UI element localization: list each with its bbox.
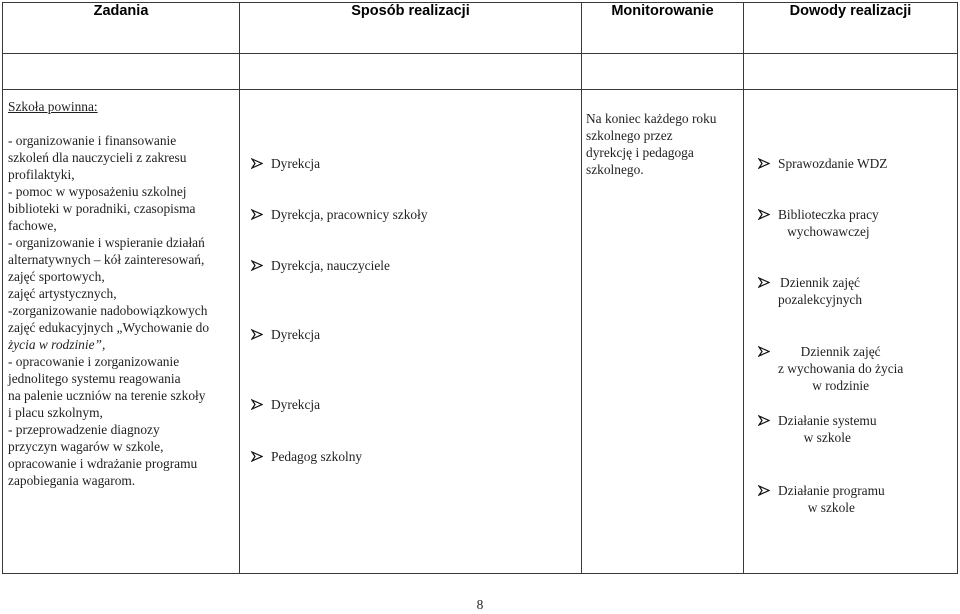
- header-row: [3, 3, 958, 54]
- task-line: zajęć sportowych,: [8, 269, 105, 284]
- arrow-bullet-icon: [251, 396, 271, 410]
- method-item-label: Dyrekcja, pracownicy szkoły: [271, 207, 428, 222]
- header-method: Sposób realizacji: [240, 3, 582, 54]
- task-line: życia w rodzinie”,: [8, 337, 106, 352]
- task-line: na palenie uczniów na terenie szkoły: [8, 388, 206, 403]
- monitoring-line: Na koniec każdego roku: [586, 111, 717, 126]
- evidence-item: [758, 343, 903, 394]
- task-line: opracowanie i wdrażanie programu: [8, 456, 198, 471]
- task-line: - organizowanie i wspieranie działań: [8, 235, 205, 250]
- method-item: [251, 448, 362, 465]
- header-monitoring: Monitorowanie: [582, 3, 744, 54]
- task-lines: [8, 132, 233, 489]
- task-line: - przeprowadzenie diagnozy: [8, 422, 160, 437]
- monitoring-cell: [582, 90, 744, 574]
- evidence-item-line: Działanie programu: [778, 483, 885, 498]
- task-line: -zorganizowanie nadobowiązkowych: [8, 303, 208, 318]
- evidence-item-label: [778, 412, 877, 446]
- evidence-item-label: [778, 155, 887, 172]
- evidence-item-line: Dziennik zajęć: [780, 275, 860, 290]
- monitoring-line: szkolnego.: [586, 162, 644, 177]
- arrow-bullet-icon: [251, 206, 271, 220]
- method-item-label: Dyrekcja: [271, 327, 321, 342]
- method-item-label: Pedagog szkolny: [271, 449, 363, 464]
- evidence-item-line: Sprawozdanie WDZ: [778, 156, 888, 171]
- method-item-label: Dyrekcja: [271, 397, 321, 412]
- method-cell: [240, 90, 582, 574]
- spacer-cell: [582, 54, 744, 90]
- task-line: fachowe,: [8, 218, 57, 233]
- arrow-bullet-icon: [251, 257, 271, 271]
- method-item: [251, 257, 390, 274]
- arrow-bullet-icon: [758, 206, 778, 220]
- arrow-bullet-icon: [251, 155, 271, 169]
- evidence-item-label: [778, 482, 885, 516]
- arrow-bullet-icon: [758, 343, 778, 357]
- task-line: - pomoc w wyposażeniu szkolnej: [8, 184, 187, 199]
- evidence-item-line: wychowawczej: [787, 224, 870, 239]
- spacer-cell: [3, 54, 240, 90]
- task-line: - organizowanie i finansowanie: [8, 133, 177, 148]
- evidence-item: [758, 155, 887, 172]
- arrow-bullet-icon: [251, 326, 271, 340]
- task-line: przyczyn wagarów w szkole,: [8, 439, 164, 454]
- method-item: [251, 206, 428, 223]
- task-line: biblioteki w poradniki, czasopisma: [8, 201, 196, 216]
- spacer-cell: [240, 54, 582, 90]
- evidence-item-line: z wychowania do życia: [778, 361, 904, 376]
- monitoring-line: dyrekcję i pedagoga: [586, 145, 694, 160]
- task-line: zajęć edukacyjnych „Wychowanie do: [8, 320, 210, 335]
- school-heading: Szkoła powinna:: [8, 99, 98, 114]
- plan-table: [2, 2, 958, 574]
- method-item: [251, 155, 320, 172]
- content-row: [3, 90, 958, 574]
- task-line: i placu szkolnym,: [8, 405, 103, 420]
- method-item-label: Dyrekcja, nauczyciele: [271, 258, 390, 273]
- monitoring-lines: [586, 110, 739, 178]
- evidence-item: [758, 482, 885, 516]
- arrow-bullet-icon: [758, 412, 778, 426]
- method-item: [251, 326, 320, 343]
- header-tasks: Zadania: [3, 3, 240, 54]
- evidence-item-label: [778, 274, 862, 308]
- task-line: - opracowanie i zorganizowanie: [8, 354, 180, 369]
- arrow-bullet-icon: [758, 482, 778, 496]
- evidence-item-line: w szkole: [803, 430, 851, 445]
- task-line: alternatywnych – kół zainteresowań,: [8, 252, 205, 267]
- evidence-item-line: Dziennik zajęć: [800, 344, 881, 359]
- task-line: szkoleń dla nauczycieli z zakresu: [8, 150, 187, 165]
- page-number: 8: [476, 597, 484, 612]
- arrow-bullet-icon: [758, 274, 778, 288]
- method-item-label: Dyrekcja: [271, 156, 321, 171]
- monitoring-line: szkolnego przez: [586, 128, 673, 143]
- spacer-row: [3, 54, 958, 90]
- method-item: [251, 396, 320, 413]
- evidence-item-label: [778, 343, 903, 394]
- task-line: zapobiegania wagarom.: [8, 473, 136, 488]
- evidence-item-line: w rodzinie: [812, 378, 870, 393]
- task-line: profilaktyki,: [8, 167, 75, 182]
- evidence-item-line: Działanie systemu: [778, 413, 877, 428]
- task-line: zajęć artystycznych,: [8, 286, 117, 301]
- spacer-cell: [744, 54, 958, 90]
- evidence-item-line: Biblioteczka pracy: [778, 207, 879, 222]
- evidence-item-label: [778, 206, 879, 240]
- evidence-item: [758, 206, 879, 240]
- task-line: jednolitego systemu reagowania: [8, 371, 181, 386]
- evidence-item: [758, 412, 877, 446]
- header-evidence: Dowody realizacji: [744, 3, 958, 54]
- evidence-item-line: pozalekcyjnych: [778, 292, 863, 307]
- evidence-item-line: w szkole: [807, 500, 855, 515]
- tasks-cell: [3, 90, 240, 574]
- arrow-bullet-icon: [251, 448, 271, 462]
- evidence-item: [758, 274, 862, 308]
- evidence-cell: [744, 90, 958, 574]
- arrow-bullet-icon: [758, 155, 778, 169]
